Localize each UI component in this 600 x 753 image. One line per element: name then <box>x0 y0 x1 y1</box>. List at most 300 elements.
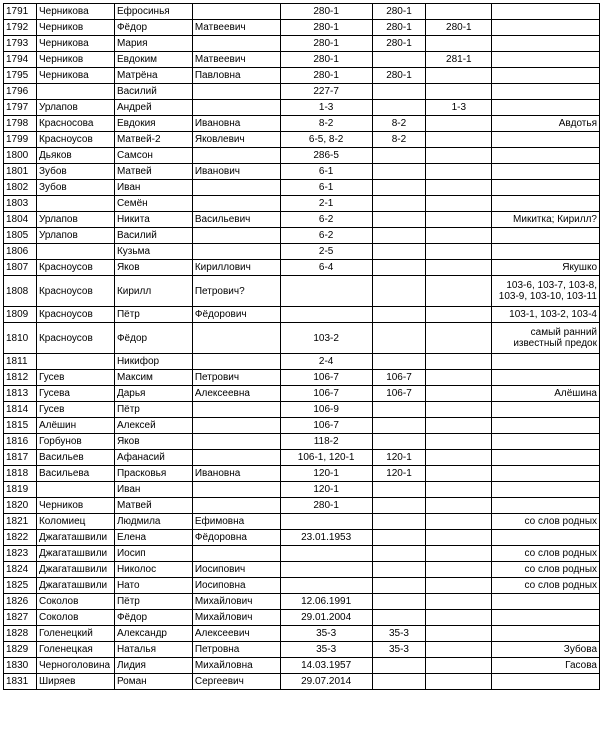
note-cell: со слов родных <box>492 514 600 530</box>
reference-3-cell <box>426 658 492 674</box>
surname-cell: Джагаташвили <box>36 546 114 562</box>
reference-cell: 106-7 <box>280 418 372 434</box>
reference-cell: 12.06.1991 <box>280 594 372 610</box>
given-name-cell: Пётр <box>114 402 192 418</box>
note-cell: Зубова <box>492 642 600 658</box>
note-cell <box>492 164 600 180</box>
note-cell <box>492 482 600 498</box>
row-number-cell: 1801 <box>4 164 37 180</box>
reference-cell <box>280 578 372 594</box>
reference-cell: 2-4 <box>280 354 372 370</box>
surname-cell: Красноусов <box>36 307 114 323</box>
surname-cell: Гусева <box>36 386 114 402</box>
reference-cell: 23.01.1953 <box>280 530 372 546</box>
row-number-cell: 1830 <box>4 658 37 674</box>
reference-2-cell <box>372 594 426 610</box>
patronymic-cell: Алексеевна <box>192 386 280 402</box>
row-number-cell: 1810 <box>4 323 37 354</box>
reference-2-cell <box>372 546 426 562</box>
reference-cell: 29.07.2014 <box>280 674 372 690</box>
given-name-cell: Матвей <box>114 164 192 180</box>
reference-3-cell <box>426 514 492 530</box>
patronymic-cell: Иосиповна <box>192 578 280 594</box>
patronymic-cell: Алексеевич <box>192 626 280 642</box>
surname-cell: Васильев <box>36 450 114 466</box>
reference-cell: 280-1 <box>280 20 372 36</box>
reference-3-cell <box>426 386 492 402</box>
given-name-cell: Самсон <box>114 148 192 164</box>
reference-3-cell <box>426 434 492 450</box>
given-name-cell: Пётр <box>114 594 192 610</box>
row-number-cell: 1814 <box>4 402 37 418</box>
note-cell <box>492 418 600 434</box>
table-row <box>4 100 600 116</box>
surname-cell: Гусев <box>36 370 114 386</box>
row-number-cell: 1793 <box>4 36 37 52</box>
patronymic-cell <box>192 434 280 450</box>
table-row <box>4 402 600 418</box>
row-number-cell: 1813 <box>4 386 37 402</box>
reference-cell <box>280 562 372 578</box>
note-cell <box>492 52 600 68</box>
reference-cell: 29.01.2004 <box>280 610 372 626</box>
row-number-cell: 1828 <box>4 626 37 642</box>
patronymic-cell: Яковлевич <box>192 132 280 148</box>
reference-cell: 35-3 <box>280 642 372 658</box>
given-name-cell: Евдоким <box>114 52 192 68</box>
given-name-cell: Никита <box>114 212 192 228</box>
reference-cell: 6-1 <box>280 164 372 180</box>
patronymic-cell: Иванович <box>192 164 280 180</box>
reference-2-cell <box>372 578 426 594</box>
table-row <box>4 530 600 546</box>
row-number-cell: 1805 <box>4 228 37 244</box>
given-name-cell: Афанасий <box>114 450 192 466</box>
row-number-cell: 1820 <box>4 498 37 514</box>
row-number-cell: 1797 <box>4 100 37 116</box>
table-row <box>4 20 600 36</box>
given-name-cell: Василий <box>114 84 192 100</box>
reference-3-cell <box>426 418 492 434</box>
note-cell <box>492 610 600 626</box>
surname-cell: Красноусов <box>36 323 114 354</box>
reference-3-cell <box>426 626 492 642</box>
given-name-cell: Яков <box>114 260 192 276</box>
patronymic-cell <box>192 36 280 52</box>
given-name-cell: Яков <box>114 434 192 450</box>
patronymic-cell <box>192 498 280 514</box>
reference-3-cell <box>426 466 492 482</box>
surname-cell: Красноусов <box>36 260 114 276</box>
row-number-cell: 1819 <box>4 482 37 498</box>
given-name-cell: Иван <box>114 482 192 498</box>
given-name-cell: Елена <box>114 530 192 546</box>
note-cell <box>492 434 600 450</box>
surname-cell: Джагаташвили <box>36 578 114 594</box>
reference-3-cell <box>426 498 492 514</box>
note-cell <box>492 498 600 514</box>
table-row <box>4 498 600 514</box>
patronymic-cell <box>192 418 280 434</box>
reference-2-cell <box>372 148 426 164</box>
patronymic-cell: Васильевич <box>192 212 280 228</box>
reference-cell: 6-5, 8-2 <box>280 132 372 148</box>
patronymic-cell: Ивановна <box>192 466 280 482</box>
given-name-cell: Роман <box>114 674 192 690</box>
reference-cell: 106-9 <box>280 402 372 418</box>
table-row <box>4 244 600 260</box>
patronymic-cell: Фёдоровна <box>192 530 280 546</box>
surname-cell: Урлапов <box>36 212 114 228</box>
reference-3-cell <box>426 84 492 100</box>
reference-3-cell <box>426 4 492 20</box>
reference-3-cell <box>426 276 492 307</box>
note-cell <box>492 354 600 370</box>
table-row <box>4 466 600 482</box>
row-number-cell: 1824 <box>4 562 37 578</box>
reference-2-cell: 35-3 <box>372 642 426 658</box>
surname-cell: Зубов <box>36 180 114 196</box>
surname-cell: Дьяков <box>36 148 114 164</box>
note-cell: 103-1, 103-2, 103-4 <box>492 307 600 323</box>
patronymic-cell <box>192 84 280 100</box>
patronymic-cell: Ефимовна <box>192 514 280 530</box>
given-name-cell: Матрёна <box>114 68 192 84</box>
surname-cell: Черникова <box>36 68 114 84</box>
table-row <box>4 418 600 434</box>
reference-3-cell <box>426 244 492 260</box>
reference-2-cell <box>372 674 426 690</box>
reference-3-cell <box>426 116 492 132</box>
reference-3-cell <box>426 674 492 690</box>
reference-2-cell <box>372 514 426 530</box>
reference-2-cell <box>372 212 426 228</box>
table-row <box>4 658 600 674</box>
table-row <box>4 514 600 530</box>
genealogy-table <box>3 3 600 690</box>
reference-cell <box>280 546 372 562</box>
reference-cell: 103-2 <box>280 323 372 354</box>
reference-cell: 280-1 <box>280 52 372 68</box>
reference-3-cell <box>426 260 492 276</box>
patronymic-cell: Ивановна <box>192 116 280 132</box>
reference-cell: 280-1 <box>280 36 372 52</box>
surname-cell <box>36 354 114 370</box>
given-name-cell: Иван <box>114 180 192 196</box>
note-cell <box>492 466 600 482</box>
table-row <box>4 196 600 212</box>
reference-3-cell <box>426 36 492 52</box>
reference-3-cell <box>426 450 492 466</box>
patronymic-cell <box>192 450 280 466</box>
table-row <box>4 116 600 132</box>
reference-2-cell: 280-1 <box>372 36 426 52</box>
surname-cell: Соколов <box>36 610 114 626</box>
row-number-cell: 1821 <box>4 514 37 530</box>
row-number-cell: 1809 <box>4 307 37 323</box>
reference-2-cell <box>372 196 426 212</box>
table-row <box>4 546 600 562</box>
reference-2-cell <box>372 434 426 450</box>
surname-cell: Черников <box>36 20 114 36</box>
row-number-cell: 1825 <box>4 578 37 594</box>
table-row <box>4 594 600 610</box>
reference-2-cell <box>372 482 426 498</box>
reference-2-cell <box>372 100 426 116</box>
reference-3-cell <box>426 370 492 386</box>
reference-cell: 6-2 <box>280 228 372 244</box>
row-number-cell: 1804 <box>4 212 37 228</box>
note-cell <box>492 84 600 100</box>
given-name-cell: Фёдор <box>114 610 192 626</box>
patronymic-cell: Матвеевич <box>192 52 280 68</box>
reference-3-cell <box>426 354 492 370</box>
given-name-cell: Семён <box>114 196 192 212</box>
note-cell <box>492 148 600 164</box>
note-cell: Якушко <box>492 260 600 276</box>
row-number-cell: 1815 <box>4 418 37 434</box>
reference-3-cell <box>426 307 492 323</box>
patronymic-cell: Иосипович <box>192 562 280 578</box>
note-cell: со слов родных <box>492 546 600 562</box>
reference-2-cell <box>372 244 426 260</box>
row-number-cell: 1817 <box>4 450 37 466</box>
given-name-cell: Василий <box>114 228 192 244</box>
given-name-cell: Алексей <box>114 418 192 434</box>
reference-cell: 286-5 <box>280 148 372 164</box>
reference-cell: 118-2 <box>280 434 372 450</box>
table-row <box>4 180 600 196</box>
given-name-cell: Максим <box>114 370 192 386</box>
reference-3-cell <box>426 562 492 578</box>
note-cell <box>492 228 600 244</box>
patronymic-cell: Сергеевич <box>192 674 280 690</box>
table-row <box>4 386 600 402</box>
note-cell <box>492 36 600 52</box>
reference-2-cell: 106-7 <box>372 370 426 386</box>
note-cell <box>492 180 600 196</box>
note-cell <box>492 450 600 466</box>
reference-cell: 106-7 <box>280 386 372 402</box>
patronymic-cell: Михайлович <box>192 610 280 626</box>
row-number-cell: 1808 <box>4 276 37 307</box>
reference-cell: 2-5 <box>280 244 372 260</box>
note-cell: 103-6, 103-7, 103-8, 103-9, 103-10, 103-11 <box>492 276 600 307</box>
surname-cell <box>36 196 114 212</box>
given-name-cell: Мария <box>114 36 192 52</box>
reference-2-cell: 120-1 <box>372 466 426 482</box>
given-name-cell: Николос <box>114 562 192 578</box>
reference-2-cell: 280-1 <box>372 68 426 84</box>
patronymic-cell <box>192 482 280 498</box>
given-name-cell: Пётр <box>114 307 192 323</box>
reference-2-cell <box>372 164 426 180</box>
reference-cell <box>280 276 372 307</box>
row-number-cell: 1823 <box>4 546 37 562</box>
row-number-cell: 1798 <box>4 116 37 132</box>
given-name-cell: Андрей <box>114 100 192 116</box>
table-row <box>4 482 600 498</box>
row-number-cell: 1796 <box>4 84 37 100</box>
given-name-cell: Никифор <box>114 354 192 370</box>
given-name-cell: Дарья <box>114 386 192 402</box>
reference-3-cell <box>426 530 492 546</box>
reference-2-cell <box>372 276 426 307</box>
surname-cell: Ширяев <box>36 674 114 690</box>
row-number-cell: 1826 <box>4 594 37 610</box>
reference-cell: 120-1 <box>280 482 372 498</box>
table-row <box>4 354 600 370</box>
note-cell: со слов родных <box>492 562 600 578</box>
surname-cell: Джагаташвили <box>36 562 114 578</box>
row-number-cell: 1794 <box>4 52 37 68</box>
patronymic-cell <box>192 148 280 164</box>
given-name-cell: Матвей <box>114 498 192 514</box>
reference-3-cell <box>426 323 492 354</box>
table-row <box>4 642 600 658</box>
note-cell: Авдотья <box>492 116 600 132</box>
reference-3-cell <box>426 148 492 164</box>
row-number-cell: 1803 <box>4 196 37 212</box>
reference-cell: 6-4 <box>280 260 372 276</box>
patronymic-cell <box>192 244 280 260</box>
patronymic-cell <box>192 546 280 562</box>
row-number-cell: 1816 <box>4 434 37 450</box>
table-row <box>4 562 600 578</box>
reference-3-cell <box>426 402 492 418</box>
row-number-cell: 1807 <box>4 260 37 276</box>
patronymic-cell <box>192 180 280 196</box>
reference-2-cell: 280-1 <box>372 4 426 20</box>
reference-3-cell <box>426 164 492 180</box>
row-number-cell: 1802 <box>4 180 37 196</box>
surname-cell: Алёшин <box>36 418 114 434</box>
reference-cell: 106-1, 120-1 <box>280 450 372 466</box>
given-name-cell: Евдокия <box>114 116 192 132</box>
table-row <box>4 578 600 594</box>
reference-2-cell <box>372 52 426 68</box>
given-name-cell: Матвей-2 <box>114 132 192 148</box>
given-name-cell: Кирилл <box>114 276 192 307</box>
reference-cell: 6-2 <box>280 212 372 228</box>
surname-cell <box>36 482 114 498</box>
surname-cell: Красноусов <box>36 132 114 148</box>
patronymic-cell: Михайловна <box>192 658 280 674</box>
surname-cell: Голенецкий <box>36 626 114 642</box>
reference-2-cell <box>372 498 426 514</box>
surname-cell: Черникова <box>36 36 114 52</box>
row-number-cell: 1812 <box>4 370 37 386</box>
surname-cell: Джагаташвили <box>36 530 114 546</box>
reference-cell: 280-1 <box>280 498 372 514</box>
reference-cell: 120-1 <box>280 466 372 482</box>
reference-cell: 14.03.1957 <box>280 658 372 674</box>
table-row <box>4 52 600 68</box>
reference-cell: 227-7 <box>280 84 372 100</box>
patronymic-cell: Петровна <box>192 642 280 658</box>
given-name-cell: Кузьма <box>114 244 192 260</box>
reference-cell <box>280 514 372 530</box>
given-name-cell: Фёдор <box>114 323 192 354</box>
surname-cell: Васильева <box>36 466 114 482</box>
patronymic-cell <box>192 4 280 20</box>
surname-cell: Черноголовина <box>36 658 114 674</box>
reference-3-cell <box>426 546 492 562</box>
reference-2-cell <box>372 658 426 674</box>
patronymic-cell: Петрович? <box>192 276 280 307</box>
note-cell <box>492 132 600 148</box>
given-name-cell: Наталья <box>114 642 192 658</box>
note-cell <box>492 626 600 642</box>
note-cell: Микитка; Кирилл? <box>492 212 600 228</box>
reference-3-cell <box>426 228 492 244</box>
table-row <box>4 307 600 323</box>
table-row <box>4 228 600 244</box>
patronymic-cell <box>192 228 280 244</box>
patronymic-cell: Фёдорович <box>192 307 280 323</box>
patronymic-cell <box>192 354 280 370</box>
reference-2-cell <box>372 610 426 626</box>
reference-3-cell <box>426 180 492 196</box>
note-cell <box>492 196 600 212</box>
reference-3-cell: 281-1 <box>426 52 492 68</box>
note-cell <box>492 244 600 260</box>
reference-2-cell <box>372 562 426 578</box>
reference-2-cell <box>372 323 426 354</box>
surname-cell: Урлапов <box>36 100 114 116</box>
reference-2-cell <box>372 402 426 418</box>
reference-2-cell <box>372 418 426 434</box>
note-cell <box>492 594 600 610</box>
table-row <box>4 260 600 276</box>
surname-cell: Черников <box>36 52 114 68</box>
reference-2-cell: 106-7 <box>372 386 426 402</box>
surname-cell: Горбунов <box>36 434 114 450</box>
patronymic-cell: Павловна <box>192 68 280 84</box>
row-number-cell: 1831 <box>4 674 37 690</box>
note-cell <box>492 530 600 546</box>
reference-cell: 1-3 <box>280 100 372 116</box>
row-number-cell: 1829 <box>4 642 37 658</box>
table-row <box>4 674 600 690</box>
table-row <box>4 434 600 450</box>
reference-2-cell <box>372 84 426 100</box>
surname-cell: Урлапов <box>36 228 114 244</box>
row-number-cell: 1806 <box>4 244 37 260</box>
table-row <box>4 4 600 20</box>
reference-cell: 35-3 <box>280 626 372 642</box>
surname-cell: Черникова <box>36 4 114 20</box>
row-number-cell: 1800 <box>4 148 37 164</box>
note-cell <box>492 20 600 36</box>
row-number-cell: 1827 <box>4 610 37 626</box>
given-name-cell: Ефросинья <box>114 4 192 20</box>
table-row <box>4 148 600 164</box>
patronymic-cell <box>192 323 280 354</box>
reference-cell: 106-7 <box>280 370 372 386</box>
surname-cell <box>36 84 114 100</box>
reference-3-cell: 1-3 <box>426 100 492 116</box>
note-cell <box>492 402 600 418</box>
given-name-cell: Людмила <box>114 514 192 530</box>
patronymic-cell: Матвеевич <box>192 20 280 36</box>
reference-3-cell <box>426 482 492 498</box>
reference-3-cell <box>426 196 492 212</box>
patronymic-cell <box>192 402 280 418</box>
reference-2-cell: 120-1 <box>372 450 426 466</box>
table-row <box>4 450 600 466</box>
row-number-cell: 1791 <box>4 4 37 20</box>
